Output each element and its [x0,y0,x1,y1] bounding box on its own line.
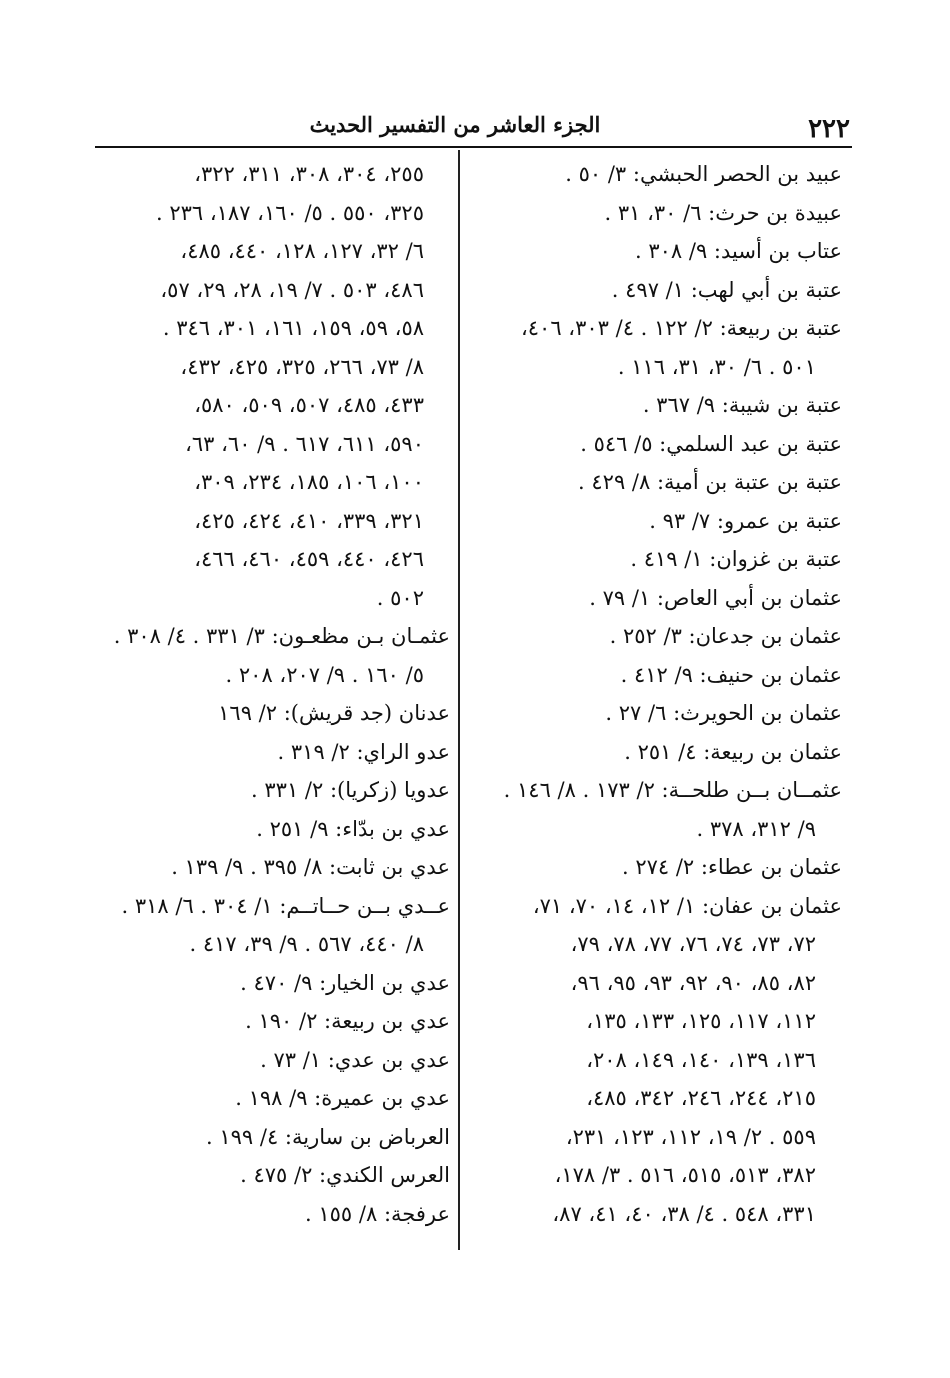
index-entry: عدو الراي: ٢/ ٣١٩ . [277,739,450,764]
index-entry-continuation: ٨٢، ٨٥، ٩٠، ٩٢، ٩٣، ٩٥، ٩٦، [570,970,816,995]
index-entry: عتبة بن عمرو: ٧/ ٩٣ . [649,508,842,533]
index-entry: عثمان بن أبي العاص: ١/ ٧٩ . [589,585,842,610]
index-entry: عتبة بن ربيعة: ٢/ ١٢٢ . ٤/ ٣٠٣، ٤٠٦، [521,316,842,340]
index-entry: عبيد بن الحصر الحبشي: ٣/ ٥٠ . [565,162,842,186]
index-entry-continuation: ٣٣١، ٥٤٨ . ٤/ ٣٨، ٤٠، ٤١، ٨٧، [552,1201,816,1226]
index-entry: عتبة بن غزوان: ١/ ٤١٩ . [630,547,842,571]
right-column [470,155,842,1233]
index-entry: عدي بن ربيعة: ٢/ ١٩٠ . [245,1009,450,1033]
index-entry: عثمان بن جدعان: ٣/ ٢٥٢ . [609,624,842,648]
index-entry: عرفجة: ٨/ ١٥٥ . [305,1201,450,1226]
index-entry: عدي بن ثابت: ٨/ ٣٩٥ . ٩/ ١٣٩ . [171,855,450,879]
index-entry: عدي بن عميرة: ٩/ ١٩٨ . [235,1086,450,1110]
left-column [95,155,450,1233]
index-entry-continuation: ٩/ ٣١٢، ٣٧٨ . [696,816,816,841]
index-entry: عتبة بن عبد السلمي: ٥/ ٥٤٦ . [580,431,842,456]
index-entry: العرس الكندي: ٢/ ٤٧٥ . [240,1163,450,1187]
index-entry-continuation: ٥/ ١٦٠ . ٩/ ٢٠٧، ٢٠٨ . [225,662,424,687]
index-entry: عتبة بن عتبة بن أمية: ٨/ ٤٢٩ . [578,470,842,494]
index-entry-continuation: ٥٥٩ . ٢/ ١٩، ١١٢، ١٢٣، ٢٣١، [565,1124,816,1149]
index-entry: عتبة بن أبي لهب: ١/ ٤٩٧ . [611,277,842,302]
index-entry: عدنان (جد قريش): ٢/ ١٦٩ [218,701,450,725]
index-entry: عثمان بن ربيعة: ٤/ ٢٥١ . [624,739,842,764]
index-entry-continuation: ٨/ ٤٤٠، ٥٦٧ . ٩/ ٣٩، ٤١٧ . [189,932,424,956]
index-entry-continuation: ٧٢، ٧٣، ٧٤، ٧٦، ٧٧، ٧٨، ٧٩، [570,932,816,956]
index-entry-continuation: ١١٢، ١١٧، ١٢٥، ١٣٣، ١٣٥، [586,1009,816,1033]
index-entry-continuation: ٥٩٠، ٦١١، ٦١٧ . ٩/ ٦٠، ٦٣، [185,431,424,456]
index-entry: عدي بن عدي: ١/ ٧٣ . [260,1047,450,1072]
index-entry-continuation: ٢١٥، ٢٤٤، ٢٤٦، ٣٤٢، ٤٨٥، [586,1086,816,1110]
index-entry-continuation: ٤٨٦، ٥٠٣ . ٧/ ١٩، ٢٨، ٢٩، ٥٧، [160,277,424,302]
index-entry: عثمـان بـن مظعـون: ٣/ ٣٣١ . ٤/ ٣٠٨ . [113,624,450,648]
index-entry: عثمان بن الحويرث: ٦/ ٢٧ . [605,701,842,725]
index-entry: عتبة بن شيبة: ٩/ ٣٦٧ . [642,393,842,417]
index-entry: عثمان بن عطاء: ٢/ ٢٧٤ . [621,855,842,879]
index-entry-continuation: ٨/ ٧٣، ٢٦٦، ٣٢٥، ٤٢٥، ٤٣٢، [180,354,424,379]
page-number: ٢٢٢ [808,114,850,144]
index-entry-continuation: ٣٢١، ٣٣٩، ٤١٠، ٤٢٤، ٤٢٥، [194,508,424,533]
index-entry: عتاب بن أسيد: ٩/ ٣٠٨ . [634,239,842,263]
index-entry: عدي بن بدّاء: ٩/ ٢٥١ . [256,816,450,841]
index-entry-continuation: ٦/ ٣٢، ١٢٧، ١٢٨، ٤٤٠، ٤٨٥، [180,239,424,263]
index-entry: عثمــان بــن طلحــة: ٢/ ١٧٣ . ٨/ ١٤٦ . [503,778,842,802]
index-entry-continuation: ٥٨، ٥٩، ١٥٩، ١٦١، ٣٠١، ٣٤٦ . [162,316,424,340]
index-entry-continuation: ٣٨٢، ٥١٣، ٥١٥، ٥١٦ . ٣/ ١٧٨، [554,1163,816,1187]
running-title: الجزء العاشر من التفسير الحديث [309,112,601,137]
index-entry: عثمان بن حنيف: ٩/ ٤١٢ . [620,662,842,687]
index-entry: عدي بن الخيار: ٩/ ٤٧٠ . [240,970,450,995]
index-entry-continuation: ٤٣٣، ٤٨٥، ٥٠٧، ٥٠٩، ٥٨٠، [194,393,424,417]
index-entry-continuation: ٥٠١ . ٦/ ٣٠، ٣١، ١١٦ . [617,354,816,379]
index-entry: عــدي بــن حــاتــم: ١/ ٣٠٤ . ٦/ ٣١٨ . [121,893,450,918]
index-entry-continuation: ٣٢٥، ٥٥٠ . ٥/ ١٦٠، ١٨٧، ٢٣٦ . [155,200,424,225]
index-entry-continuation: ٤٢٦، ٤٤٠، ٤٥٩، ٤٦٠، ٤٦٦، [194,547,424,571]
index-entry: العرباض بن سارية: ٤/ ١٩٩ . [205,1124,450,1149]
column-divider [458,150,460,1250]
header-rule [95,146,852,148]
index-entry: عثمان بن عفان: ١/ ١٢، ١٤، ٧٠، ٧١، [532,893,842,918]
index-entry-continuation: ١٠٠، ١٠٦، ١٨٥، ٢٣٤، ٣٠٩، [194,470,424,494]
index-entry: عبيدة بن حرث: ٦/ ٣٠، ٣١ . [604,200,842,225]
index-entry-continuation: ٥٠٢ . [376,585,424,610]
index-entry: عدويا (زكريا): ٢/ ٣٣١ . [251,778,450,802]
index-entry-continuation: ١٣٦، ١٣٩، ١٤٠، ١٤٩، ٢٠٨، [586,1047,816,1072]
index-entry-continuation: ٢٥٥، ٣٠٤، ٣٠٨، ٣١١، ٣٢٢، [194,162,424,186]
